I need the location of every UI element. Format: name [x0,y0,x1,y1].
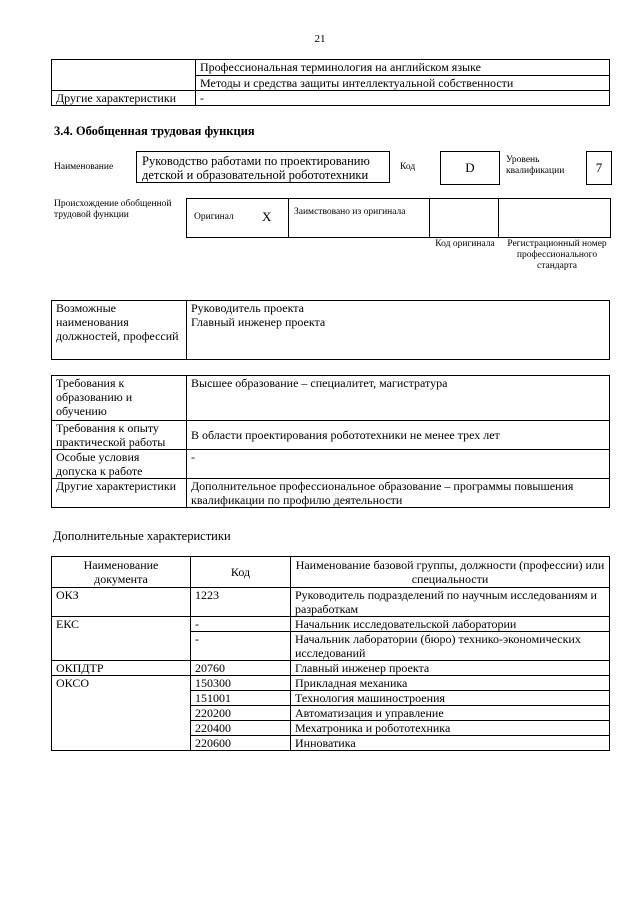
table-cell: Методы и средства защиты интеллектуальной собственности [196,75,610,91]
name-cell: Инноватика [291,736,610,751]
name-cell: Прикладная механика [291,676,610,691]
additional-table [51,556,610,751]
table-cell-empty [52,60,196,91]
code-cell: 151001 [191,691,291,706]
table-row [52,91,610,106]
code-cell: - [191,617,291,632]
level-value: 7 [595,160,603,175]
original-mark: X [262,209,272,224]
code-cell: - [191,632,291,661]
requirement-label: Особые условия допуска к работе [52,450,187,479]
code-label: Код [400,162,416,172]
table-cell: - [196,91,610,106]
requirement-value: - [187,450,610,479]
code-cell: 220200 [191,706,291,721]
requirement-value: Высшее образование – специалитет, магистратура [187,376,610,421]
table-row [52,676,610,691]
name-cell: Мехатроника и робототехника [291,721,610,736]
positions-table [51,300,610,360]
divider [288,199,289,237]
divider [498,199,499,237]
code-cell: 220600 [191,736,291,751]
code-cell: 20760 [191,661,291,676]
name-cell: Технология машиностроения [291,691,610,706]
level-box [586,151,612,185]
page-number: 21 [314,33,326,45]
position-item: Руководитель проекта [191,301,304,315]
name-cell: Автоматизация и управление [291,706,610,721]
reg-number-caption: Регистрационный номер профессионального стандарта [507,239,607,271]
table-row [52,661,610,676]
origin-box [186,198,611,238]
doc-cell: ОКСО [52,676,191,751]
requirement-label: Другие характеристики [52,479,187,508]
origin-label: Происхождение обобщенной трудовой функции [54,199,172,220]
table-row [52,450,610,479]
table-header-row [52,557,610,588]
code-cell: 150300 [191,676,291,691]
table-row [52,421,610,450]
table-cell-label: Другие характеристики [52,91,196,106]
requirement-value: Дополнительное профессиональное образование – программы повышения квалификации по профилю деятельности [187,479,610,508]
header-doc: Наименование документа [52,557,191,588]
code-cell: 1223 [191,588,291,617]
header-name: Наименование базовой группы, должности (профессии) или специальности [291,557,610,588]
header-code: Код [191,557,291,588]
requirements-table [51,375,610,508]
code-original-caption: Код оригинала [435,239,495,249]
position-item: Главный инженер проекта [191,315,326,329]
requirement-label: Требования к опыту практической работы [52,421,187,450]
divider [429,199,430,237]
requirement-value: В области проектирования робототехники не менее трех лет [187,421,610,450]
name-cell: Начальник исследовательской лаборатории [291,617,610,632]
section-title: 3.4. Обобщенная трудовая функция [54,124,255,138]
table-row [52,376,610,421]
code-box [440,151,500,185]
table-cell: Профессиональная терминология на английском языке [196,60,610,76]
original-label: Оригинал [194,212,234,222]
table-row [52,588,610,617]
doc-cell: ОКПДТР [52,661,191,676]
doc-cell: ОКЗ [52,588,191,617]
top-table [51,59,610,106]
code-value: D [465,160,475,175]
table-row [52,301,610,360]
function-name-box [136,151,390,183]
requirement-label: Требования к образованию и обучению [52,376,187,421]
doc-cell: ЕКС [52,617,191,661]
table-row [52,617,610,632]
function-name: Руководство работами по проектированию детской и образовательной робототехники [142,154,370,182]
borrowed-label: Заимствовано из оригинала [294,207,406,217]
name-label: Наименование [54,162,114,172]
positions-values [187,301,610,360]
name-cell: Руководитель подразделений по научным исследованиям и разработкам [291,588,610,617]
name-cell: Главный инженер проекта [291,661,610,676]
name-cell: Начальник лаборатории (бюро) технико-экономических исследований [291,632,610,661]
positions-label: Возможные наименования должностей, профессий [52,301,187,360]
table-row [52,60,610,76]
code-cell: 220400 [191,721,291,736]
level-label: Уровень квалификации [506,155,565,176]
additional-title: Дополнительные характеристики [53,529,231,543]
table-row [52,479,610,508]
